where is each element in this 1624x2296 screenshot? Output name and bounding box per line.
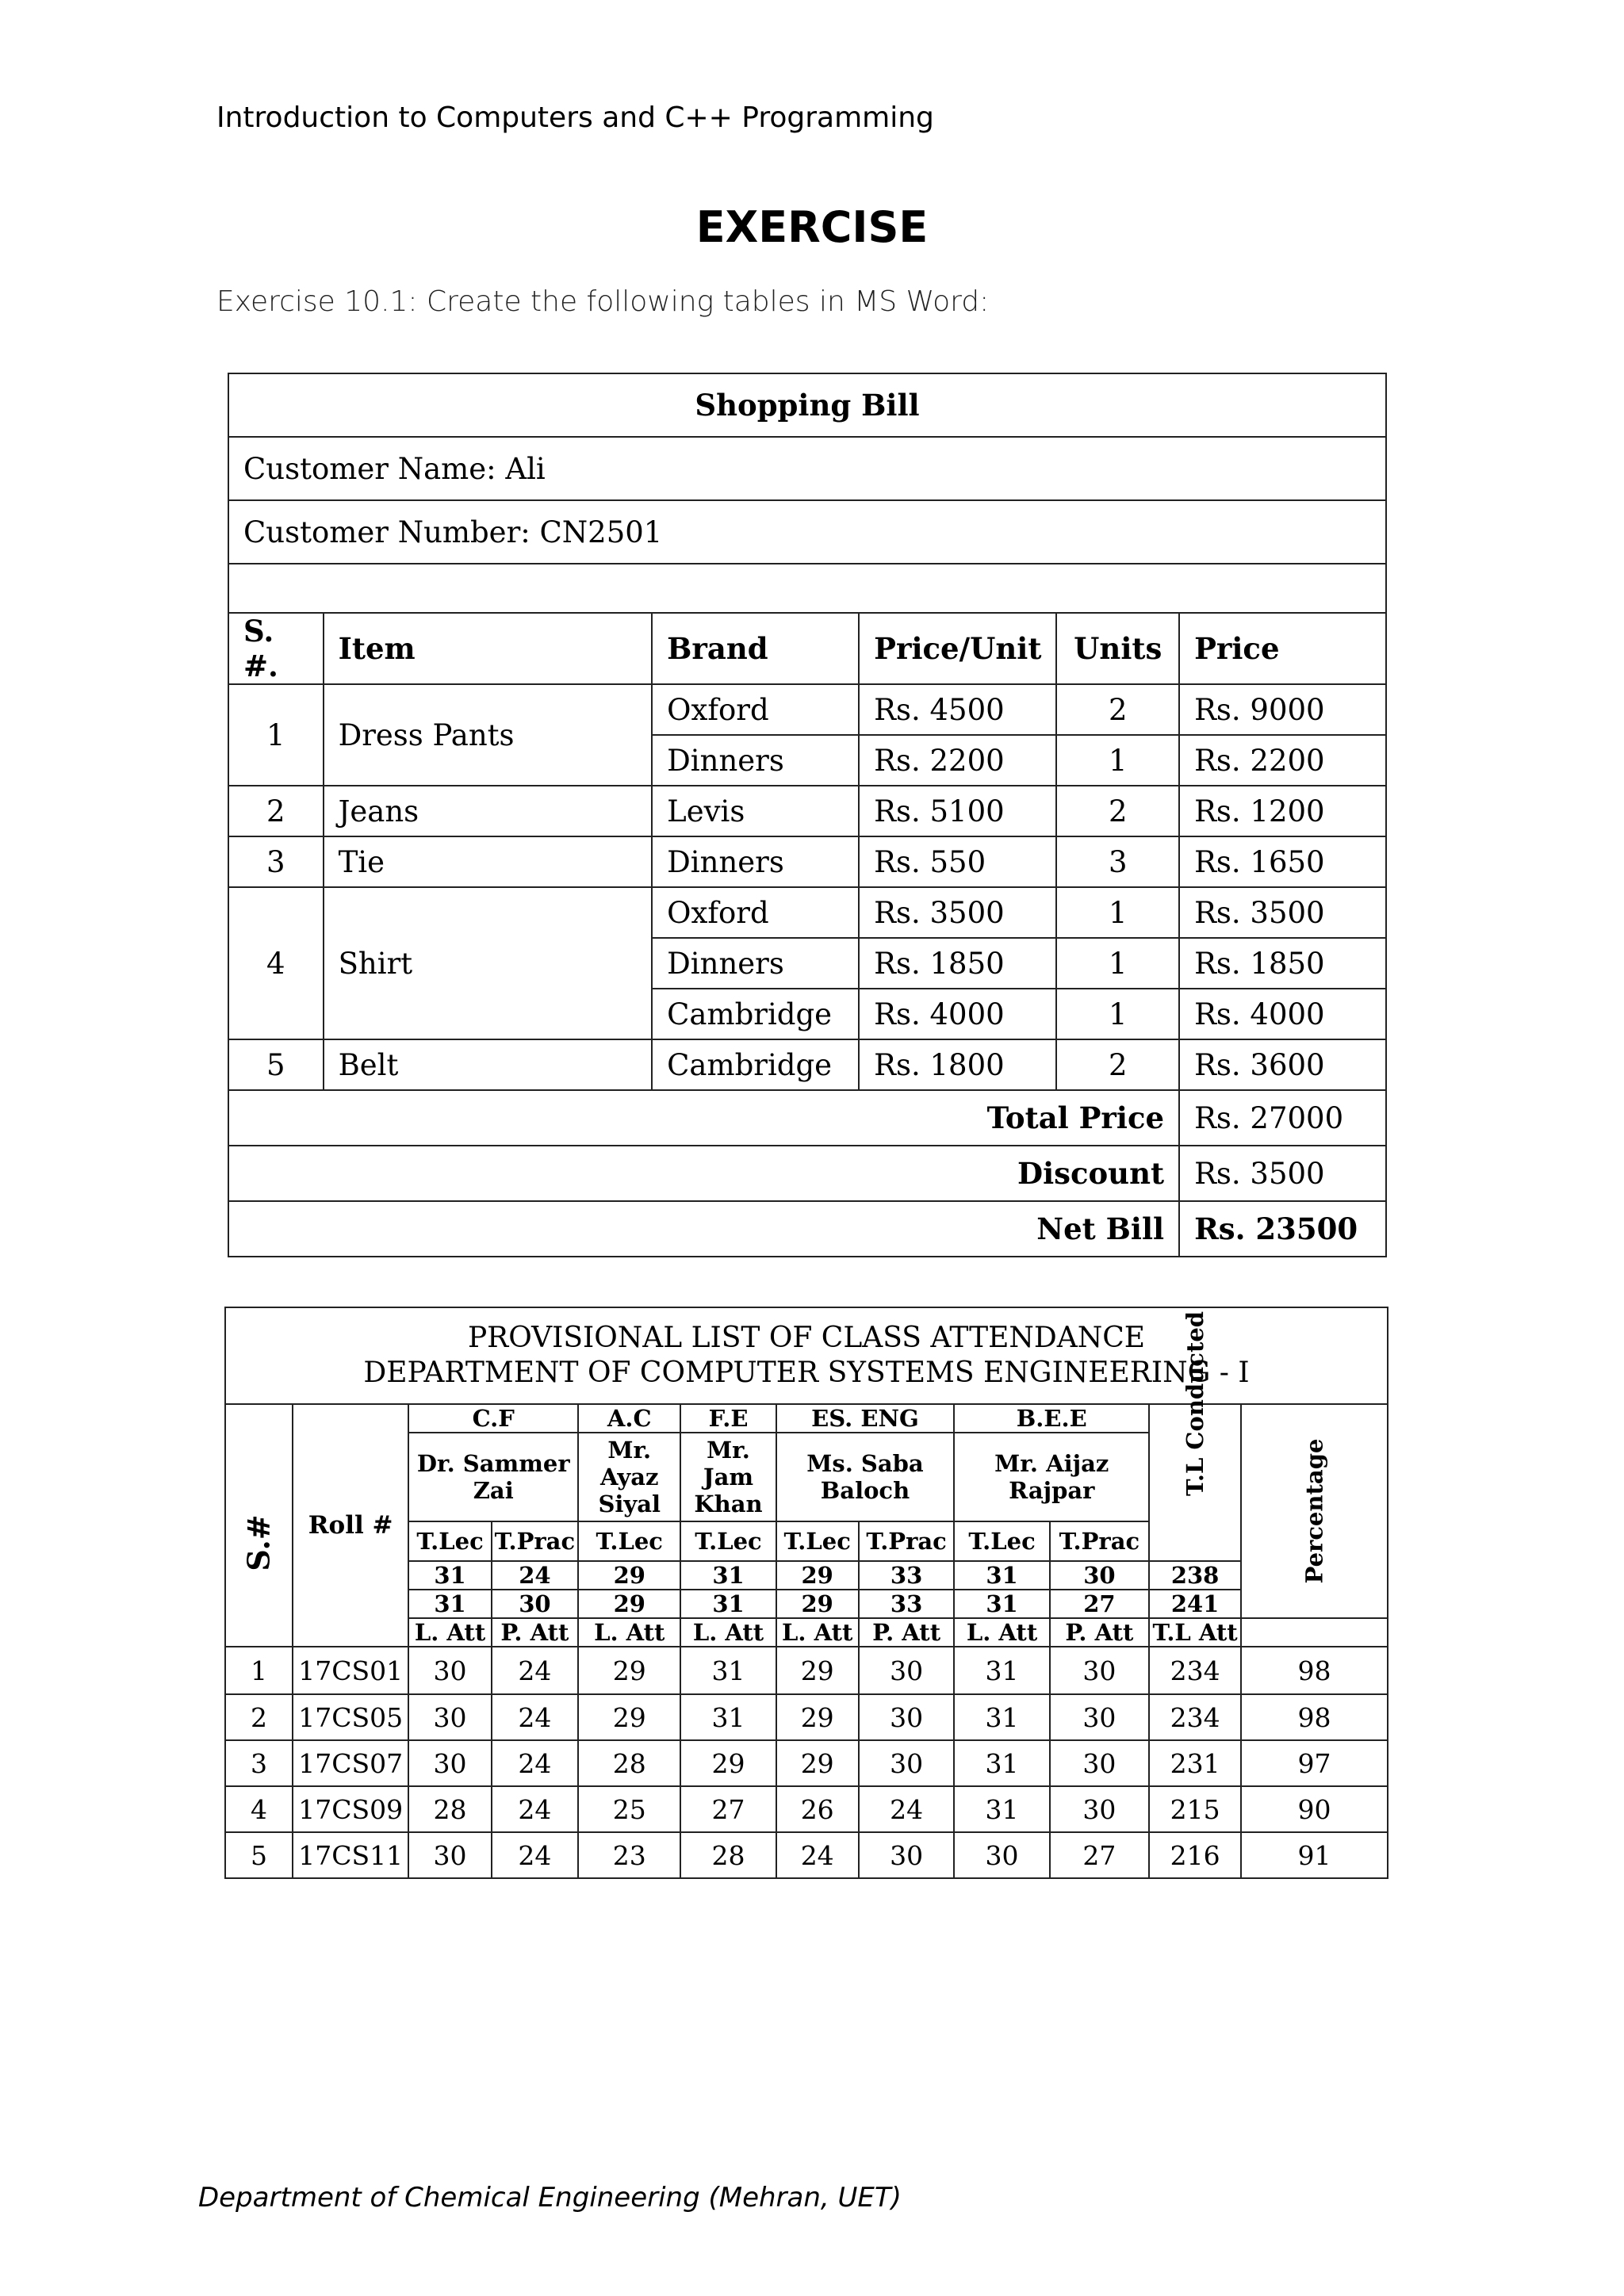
- conducted-cell: 33: [859, 1561, 955, 1590]
- cell: 30: [1050, 1740, 1149, 1786]
- item-cell: Tie: [324, 836, 653, 887]
- conducted-cell: 31: [408, 1561, 491, 1590]
- customer-number: Customer Number: CN2501: [228, 500, 1386, 564]
- cell: 24: [776, 1832, 859, 1878]
- units-cell: 1: [1056, 735, 1179, 786]
- unit-price-cell: Rs. 4000: [859, 989, 1056, 1039]
- cell: 28: [578, 1740, 680, 1786]
- shopping-bill-table: [228, 373, 1387, 1257]
- cell: 30: [859, 1832, 955, 1878]
- cell: 234: [1149, 1694, 1241, 1740]
- net-bill-value: Rs. 23500: [1179, 1201, 1386, 1257]
- units-cell: 1: [1056, 938, 1179, 989]
- col-header: Price: [1179, 613, 1386, 684]
- table-row: [228, 1039, 1386, 1090]
- sn-label: S.#: [240, 1514, 277, 1571]
- cell: 24: [859, 1786, 955, 1832]
- subject-header: ES. ENG: [776, 1404, 955, 1433]
- bill-title: Shopping Bill: [228, 373, 1386, 437]
- cell: 24: [492, 1832, 578, 1878]
- type-cell: T.Lec: [408, 1521, 491, 1561]
- cell: 17CS05: [293, 1694, 409, 1740]
- cell: 97: [1241, 1740, 1388, 1786]
- att-label-cell: L. Att: [680, 1618, 776, 1647]
- cell: 17CS11: [293, 1832, 409, 1878]
- blank-row: [228, 564, 1386, 613]
- cell: 30: [408, 1694, 491, 1740]
- cell: 31: [954, 1694, 1049, 1740]
- type-cell: T.Lec: [776, 1521, 859, 1561]
- brand-cell: Dinners: [652, 836, 859, 887]
- item-cell: Belt: [324, 1039, 653, 1090]
- percentage-label: Percentage: [1300, 1438, 1328, 1584]
- teacher-cell: Mr. Ayaz Siyal: [578, 1433, 680, 1521]
- cell: 30: [859, 1647, 955, 1694]
- cell: 30: [408, 1832, 491, 1878]
- roll-header: Roll #: [293, 1404, 409, 1647]
- item-cell: Jeans: [324, 786, 653, 836]
- brand-cell: Dinners: [652, 938, 859, 989]
- subject-header: C.F: [408, 1404, 578, 1433]
- discount-value: Rs. 3500: [1179, 1146, 1386, 1201]
- cell: 30: [1050, 1694, 1149, 1740]
- col-header: Item: [324, 613, 653, 684]
- brand-cell: Cambridge: [652, 1039, 859, 1090]
- total-row: [228, 1090, 1386, 1146]
- teacher-cell: Mr. Jam Khan: [680, 1433, 776, 1521]
- cell: 30: [859, 1740, 955, 1786]
- cell: 215: [1149, 1786, 1241, 1832]
- att-label-cell: P. Att: [859, 1618, 955, 1647]
- price-cell: Rs. 3500: [1179, 887, 1386, 938]
- sn-cell: 5: [228, 1039, 324, 1090]
- bill-header-row: [228, 613, 1386, 684]
- cell: 31: [680, 1694, 776, 1740]
- conducted-cell: 241: [1149, 1590, 1241, 1618]
- cell: 26: [776, 1786, 859, 1832]
- table-row: [225, 1740, 1388, 1786]
- subject-header: F.E: [680, 1404, 776, 1433]
- total-value: Rs. 27000: [1179, 1090, 1386, 1146]
- attendance-title: [225, 1307, 1388, 1404]
- cell: 23: [578, 1832, 680, 1878]
- cell: 27: [680, 1786, 776, 1832]
- cell: 29: [776, 1647, 859, 1694]
- page-title: EXERCISE: [695, 202, 929, 252]
- cell: 31: [680, 1647, 776, 1694]
- att-label-cell: L. Att: [954, 1618, 1049, 1647]
- subject-header: B.E.E: [954, 1404, 1149, 1433]
- attendance-title-line2: DEPARTMENT OF COMPUTER SYSTEMS ENGINEERING - I: [363, 1357, 1250, 1389]
- cell: 30: [1050, 1786, 1149, 1832]
- cell: 29: [776, 1694, 859, 1740]
- item-cell: Shirt: [324, 887, 653, 1039]
- price-cell: Rs. 3600: [1179, 1039, 1386, 1090]
- sn-cell: 2: [228, 786, 324, 836]
- conducted-cell: 33: [859, 1590, 955, 1618]
- price-cell: Rs. 4000: [1179, 989, 1386, 1039]
- cell: 231: [1149, 1740, 1241, 1786]
- type-cell: T.Prac: [859, 1521, 955, 1561]
- conducted-cell: 238: [1149, 1561, 1241, 1590]
- cell: 25: [578, 1786, 680, 1832]
- cell: 24: [492, 1740, 578, 1786]
- cell: 24: [492, 1647, 578, 1694]
- type-cell: T.Prac: [1050, 1521, 1149, 1561]
- customer-name: Customer Name: Ali: [228, 437, 1386, 500]
- table-row: [228, 786, 1386, 836]
- cell: 4: [225, 1786, 293, 1832]
- unit-price-cell: Rs. 4500: [859, 684, 1056, 735]
- net-bill-row: [228, 1201, 1386, 1257]
- units-cell: 2: [1056, 786, 1179, 836]
- cell: 29: [578, 1694, 680, 1740]
- brand-cell: Oxford: [652, 684, 859, 735]
- conducted-cell: 27: [1050, 1590, 1149, 1618]
- type-cell: T.Prac: [492, 1521, 578, 1561]
- page-footer: Department of Chemical Engineering (Mehran, UET): [198, 2182, 902, 2214]
- cell: 30: [859, 1694, 955, 1740]
- attendance-title-line1: PROVISIONAL LIST OF CLASS ATTENDANCE: [467, 1322, 1146, 1354]
- teacher-cell: Mr. Aijaz Rajpar: [954, 1433, 1149, 1521]
- cell: 17CS09: [293, 1786, 409, 1832]
- cell: 31: [954, 1740, 1049, 1786]
- cell: 27: [1050, 1832, 1149, 1878]
- cell: 17CS01: [293, 1647, 409, 1694]
- conducted-cell: 29: [578, 1590, 680, 1618]
- conducted-cell: 31: [954, 1561, 1049, 1590]
- type-cell: T.Lec: [954, 1521, 1049, 1561]
- sn-header: [225, 1404, 293, 1647]
- brand-cell: Oxford: [652, 887, 859, 938]
- unit-price-cell: Rs. 1800: [859, 1039, 1056, 1090]
- cell: 98: [1241, 1694, 1388, 1740]
- discount-row: [228, 1146, 1386, 1201]
- conducted-cell: 24: [492, 1561, 578, 1590]
- teacher-cell: Dr. Sammer Zai: [408, 1433, 578, 1521]
- att-label-cell: P. Att: [492, 1618, 578, 1647]
- col-header: Price/Unit: [859, 613, 1056, 684]
- cell: 91: [1241, 1832, 1388, 1878]
- cell: 3: [225, 1740, 293, 1786]
- cell: 24: [492, 1694, 578, 1740]
- brand-cell: Levis: [652, 786, 859, 836]
- brand-cell: Dinners: [652, 735, 859, 786]
- table-row: [225, 1832, 1388, 1878]
- table-row: [225, 1694, 1388, 1740]
- cell: 31: [954, 1647, 1049, 1694]
- att-label-cell: L. Att: [408, 1618, 491, 1647]
- table-row: [225, 1786, 1388, 1832]
- table-row: [228, 684, 1386, 735]
- page-header: Introduction to Computers and C++ Programming: [216, 101, 934, 134]
- att-label-cell: L. Att: [776, 1618, 859, 1647]
- conducted-cell: 30: [492, 1590, 578, 1618]
- conducted-cell: 29: [776, 1590, 859, 1618]
- attendance-table: [224, 1307, 1388, 1879]
- cell: 90: [1241, 1786, 1388, 1832]
- conducted-cell: 29: [578, 1561, 680, 1590]
- unit-price-cell: Rs. 2200: [859, 735, 1056, 786]
- cell: 216: [1149, 1832, 1241, 1878]
- conducted-cell: 30: [1050, 1561, 1149, 1590]
- brand-cell: Cambridge: [652, 989, 859, 1039]
- unit-price-cell: Rs. 550: [859, 836, 1056, 887]
- price-cell: Rs. 1200: [1179, 786, 1386, 836]
- cell: 98: [1241, 1647, 1388, 1694]
- table-row: [228, 836, 1386, 887]
- col-header: S. #.: [228, 613, 324, 684]
- cell: 30: [408, 1740, 491, 1786]
- att-label-cell: T.L Att: [1149, 1618, 1241, 1647]
- price-cell: Rs. 9000: [1179, 684, 1386, 735]
- tl-conducted-header: [1149, 1311, 1241, 1561]
- units-cell: 1: [1056, 989, 1179, 1039]
- teacher-cell: Ms. Saba Baloch: [776, 1433, 955, 1521]
- conducted-cell: 31: [680, 1561, 776, 1590]
- units-cell: 3: [1056, 836, 1179, 887]
- cell: 1: [225, 1647, 293, 1694]
- cell: 29: [680, 1740, 776, 1786]
- total-label: Total Price: [228, 1090, 1179, 1146]
- cell: 31: [954, 1786, 1049, 1832]
- table-row: [228, 887, 1386, 938]
- units-cell: 1: [1056, 887, 1179, 938]
- price-cell: Rs. 1650: [1179, 836, 1386, 887]
- cell: 234: [1149, 1647, 1241, 1694]
- unit-price-cell: Rs. 5100: [859, 786, 1056, 836]
- item-cell: Dress Pants: [324, 684, 653, 786]
- units-cell: 2: [1056, 684, 1179, 735]
- att-label-cell: L. Att: [578, 1618, 680, 1647]
- tl-conducted-label: T.L Conducted: [1182, 1311, 1209, 1496]
- cell: 17CS07: [293, 1740, 409, 1786]
- sn-cell: 3: [228, 836, 324, 887]
- cell: 2: [225, 1694, 293, 1740]
- conducted-cell: 31: [408, 1590, 491, 1618]
- cell: 28: [680, 1832, 776, 1878]
- conducted-cell: 29: [776, 1561, 859, 1590]
- cell: 30: [1050, 1647, 1149, 1694]
- col-header: Brand: [652, 613, 859, 684]
- exercise-intro: Exercise 10.1: Create the following tables in MS Word:: [216, 285, 990, 318]
- cell: 24: [492, 1786, 578, 1832]
- sn-cell: 4: [228, 887, 324, 1039]
- cell: 28: [408, 1786, 491, 1832]
- type-cell: T.Lec: [578, 1521, 680, 1561]
- percentage-header: [1241, 1404, 1388, 1618]
- sn-cell: 1: [228, 684, 324, 786]
- type-cell: T.Lec: [680, 1521, 776, 1561]
- cell: 5: [225, 1832, 293, 1878]
- discount-label: Discount: [228, 1146, 1179, 1201]
- units-cell: 2: [1056, 1039, 1179, 1090]
- blank-cell: [1241, 1618, 1388, 1647]
- unit-price-cell: Rs. 1850: [859, 938, 1056, 989]
- net-bill-label: Net Bill: [228, 1201, 1179, 1257]
- price-cell: Rs. 2200: [1179, 735, 1386, 786]
- table-row: [225, 1647, 1388, 1694]
- unit-price-cell: Rs. 3500: [859, 887, 1056, 938]
- conducted-cell: 31: [680, 1590, 776, 1618]
- cell: 29: [776, 1740, 859, 1786]
- cell: 30: [954, 1832, 1049, 1878]
- price-cell: Rs. 1850: [1179, 938, 1386, 989]
- conducted-cell: 31: [954, 1590, 1049, 1618]
- col-header: Units: [1056, 613, 1179, 684]
- cell: 29: [578, 1647, 680, 1694]
- subject-header: A.C: [578, 1404, 680, 1433]
- att-label-cell: P. Att: [1050, 1618, 1149, 1647]
- cell: 30: [408, 1647, 491, 1694]
